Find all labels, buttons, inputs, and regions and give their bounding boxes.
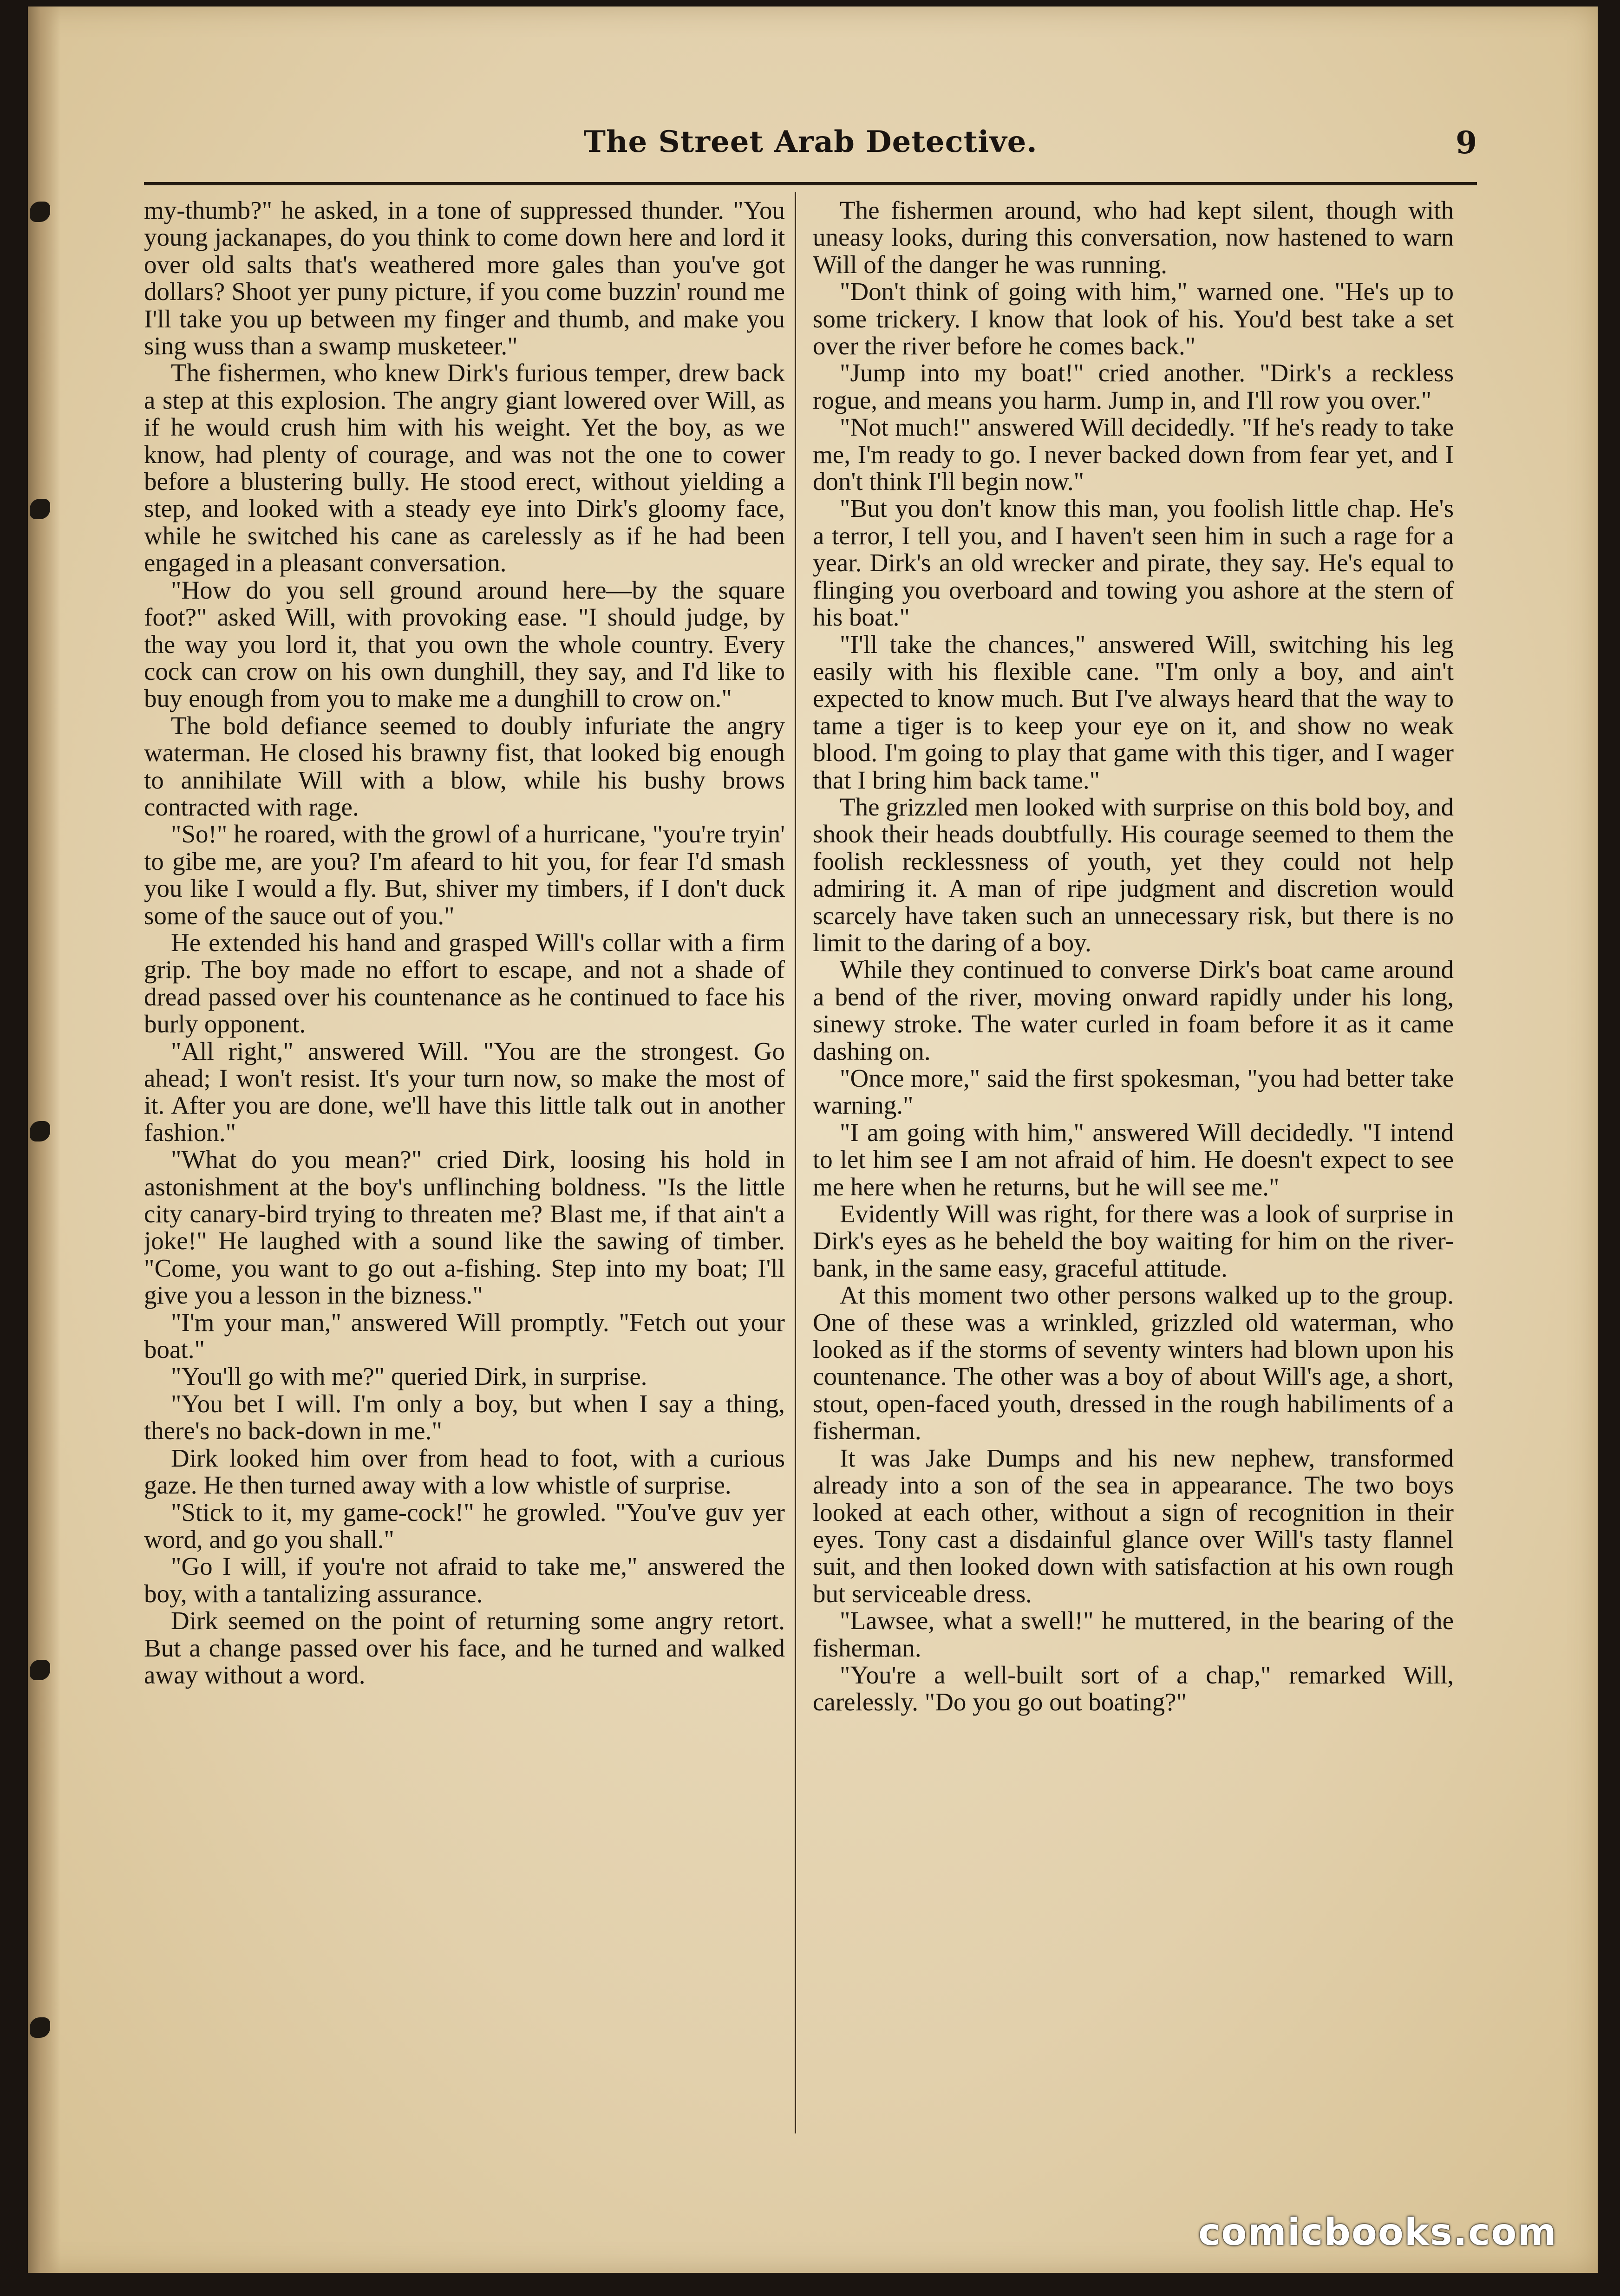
- paragraph: He extended his hand and grasped Will's collar with a firm grip. The boy made no effort to escape, and not a shade of dread passed over his countenance as he continued to face his burly opponent.: [144, 928, 785, 1038]
- paragraph: "I am going with him," answered Will decidedly. "I intend to let him see I am not afraid of him. He doesn't expect to see me here when he returns, but he will see me.": [813, 1118, 1454, 1201]
- paragraph: "You're a well-built sort of a chap," remarked Will, carelessly. "Do you go out boating?": [813, 1660, 1454, 1716]
- paragraph: "Go I will, if you're not afraid to take me," answered the boy, with a tantalizing assurance.: [144, 1552, 785, 1608]
- paragraph: Dirk seemed on the point of returning some angry retort. But a change passed over his face, and he turned and walked away without a word.: [144, 1606, 785, 1689]
- paragraph: "So!" he roared, with the growl of a hurricane, "you're tryin' to gibe me, are you? I'm afeard to hit you, for fear I'd smash you like I would a fly. But, shiver my timbers, if I don't duck some of the sauce out of you.": [144, 820, 785, 930]
- binding-stitch-icon: [30, 2017, 50, 2038]
- paragraph: The bold defiance seemed to doubly infuriate the angry waterman. He closed his brawny fist, that looked big enough to annihilate Will with a blow, while his bushy brows contracted with rage.: [144, 711, 785, 821]
- paragraph: "You bet I will. I'm only a boy, but when I say a thing, there's no back-down in me.": [144, 1389, 785, 1445]
- left-column: [144, 197, 785, 2147]
- site-watermark: comicbooks.com: [1198, 2211, 1557, 2254]
- paragraph: The fishermen around, who had kept silent, though with uneasy looks, during this conversation, now hastened to warn Will of the danger he was running.: [813, 197, 1454, 279]
- column-divider: [795, 192, 796, 2133]
- page-header: [144, 118, 1477, 174]
- paragraph: At this moment two other persons walked up to the group. One of these was a wrinkled, grizzled old waterman, who looked as if the storms of seventy winters had blown upon his countenance. The other was a boy of about Will's age, a short, stout, open-faced youth, dressed in the rough habiliments of a fisherman.: [813, 1281, 1454, 1445]
- paragraph: "But you don't know this man, you foolish little chap. He's a terror, I tell you, and I haven't seen him in such a rage for a year. Dirk's an old wrecker and pirate, they say. He's equal to flinging you overboard and towing you ashore at the stern of his boat.": [813, 494, 1454, 632]
- paragraph: "Once more," said the first spokesman, "you had better take warning.": [813, 1064, 1454, 1120]
- paragraph: "Stick to it, my game-cock!" he growled. "You've guv yer word, and go you shall.": [144, 1498, 785, 1553]
- paragraph: "How do you sell ground around here—by the square foot?" asked Will, with provoking ease. "I should judge, by the way you lord it, that you own the whole country. Every cock can crow on his own dunghill, they say, and I'd like to buy enough from you to make me a dunghill to crow on.": [144, 575, 785, 713]
- paragraph: my-thumb?" he asked, in a tone of suppressed thunder. "You young jackanapes, do you think to come down here and lord it over old salts that's weathered more gales than you've got dollars? Shoot yer puny picture, if you come buzzin' round me I'll take you up between my finger and thumb, and make you sing wuss than a swamp musketeer.": [144, 197, 785, 360]
- paragraph: The grizzled men looked with surprise on this bold boy, and shook their heads doubtfully. His courage seemed to them the foolish recklessness of youth, yet they could not help admiring it. A man of ripe judgment and discretion would scarcely have taken such an unnecessary risk, but there is no limit to the daring of a boy.: [813, 792, 1454, 957]
- paragraph: The fishermen, who knew Dirk's furious temper, drew back a step at this explosion. The angry giant lowered over Will, as if he would crush him with his weight. Yet the boy, as we know, had plenty of courage, and was not the one to cower before a blustering bully. He stood erect, without yielding a step, and looked with a steady eye into Dirk's gloomy face, while he switched his cane as carelessly as if he had been engaged in a pleasant conversation.: [144, 359, 785, 577]
- binding-stitch-icon: [30, 1660, 50, 1680]
- right-column: [813, 197, 1454, 2147]
- paragraph: Dirk looked him over from head to foot, with a curious gaze. He then turned away with a low whistle of surprise.: [144, 1443, 785, 1500]
- header-rule: [144, 182, 1477, 185]
- binding-stitch-icon: [30, 1121, 50, 1141]
- paragraph: "What do you mean?" cried Dirk, loosing his hold in astonishment at the boy's unflinching boldness. "Is the little city canary-bird trying to threaten me? Blast me, if that ain't a joke!" He laughed with a sound like the sawing of timber. "Come, you want to go out a-fishing. Step into my boat; I'll give you a lesson in the bizness.": [144, 1145, 785, 1310]
- paragraph: "Don't think of going with him," warned one. "He's up to some trickery. I know that look of his. You'd best take a set over the river before he comes back.": [813, 277, 1454, 360]
- paragraph: "All right," answered Will. "You are the strongest. Go ahead; I won't resist. It's your turn now, so make the most of it. After you are done, we'll have this little talk out in another fashion.": [144, 1037, 785, 1147]
- magazine-page: [28, 7, 1598, 2273]
- paragraph: While they continued to converse Dirk's boat came around a bend of the river, moving onward rapidly under his long, sinewy stroke. The water curled in foam before it as it came dashing on.: [813, 955, 1454, 1065]
- paragraph: "I'm your man," answered Will promptly. "Fetch out your boat.": [144, 1308, 785, 1364]
- running-title: The Street Arab Detective.: [583, 124, 1038, 159]
- paragraph: "I'll take the chances," answered Will, switching his leg easily with his flexible cane. "I'm only a boy, and ain't expected to know much. But I've always heard that the way to tame a tiger is to keep your eye on it, and show no weak blood. I'm going to play that game with this tiger, and I wager that I bring him back tame.": [813, 630, 1454, 794]
- paragraph: "You'll go with me?" queried Dirk, in surprise.: [171, 1362, 647, 1391]
- paragraph: It was Jake Dumps and his new nephew, transformed already into a son of the sea in appearance. The two boys looked at each other, without a sign of recognition in their eyes. Tony cast a disdainful glance over Will's tasty flannel suit, and then looked down with satisfaction at his own rough but serviceable dress.: [813, 1443, 1454, 1608]
- paragraph: Evidently Will was right, for there was a look of surprise in Dirk's eyes as he beheld the boy waiting for him on the river-bank, in the same easy, graceful attitude.: [813, 1200, 1454, 1282]
- page-number: 9: [1456, 124, 1477, 161]
- binding-stitch-icon: [30, 202, 50, 222]
- binding-stitch-icon: [30, 499, 50, 519]
- paragraph: "Not much!" answered Will decidedly. "If he's ready to take me, I'm ready to go. I never backed down from fear yet, and I don't think I'll begin now.": [813, 413, 1454, 496]
- paragraph: "Lawsee, what a swell!" he muttered, in the bearing of the fisherman.: [813, 1606, 1454, 1662]
- paragraph: "Jump into my boat!" cried another. "Dirk's a reckless rogue, and means you harm. Jump in, and I'll row you over.": [813, 359, 1454, 414]
